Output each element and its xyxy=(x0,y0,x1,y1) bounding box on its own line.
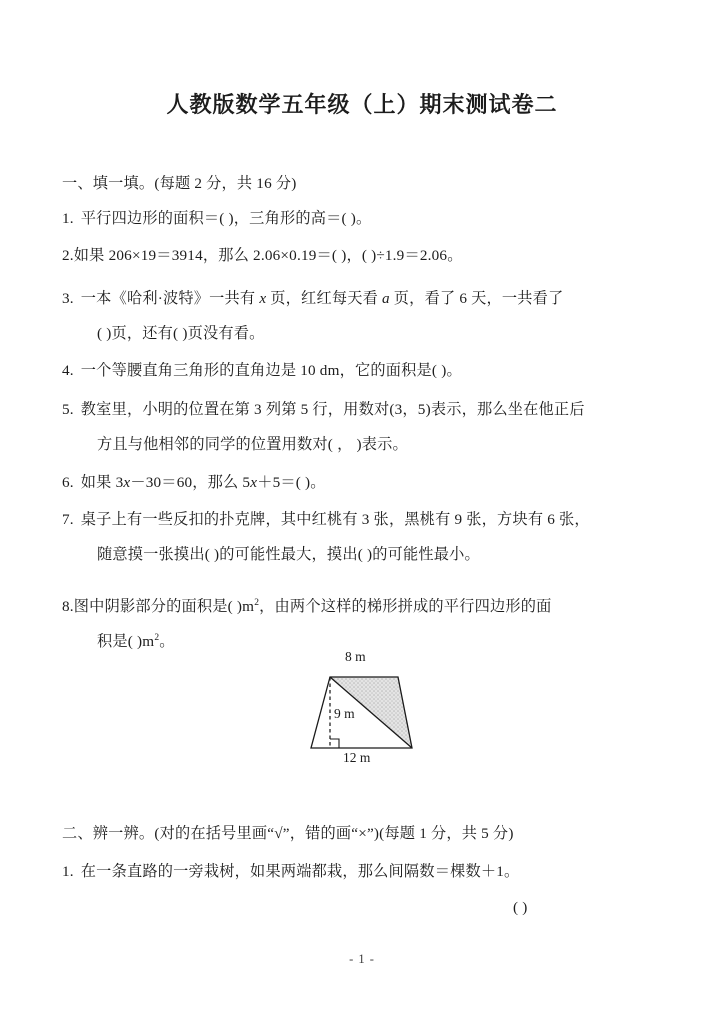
page-number-footer: - 1 - xyxy=(349,952,375,966)
question-6-number: 6. xyxy=(62,474,74,491)
question-3-line-2: ( )页，还有( )页没有看。 xyxy=(97,325,265,342)
question-7-number: 7. xyxy=(62,511,74,528)
question-8-text-d: 。 xyxy=(159,633,175,650)
question-7 xyxy=(62,510,590,530)
question-5-line-2: 方且与他相邻的同学的位置用数对( ， )表示。 xyxy=(97,436,408,453)
question-7-line-2: 随意摸一张摸出( )的可能性最大，摸出( )的可能性最小。 xyxy=(97,546,480,563)
page-title: 人教版数学五年级（上）期末测试卷二 xyxy=(166,92,558,117)
question-2 xyxy=(62,246,463,266)
section-two-heading: 二、辨一辨。(对的在括号里画“√”，错的画“×”)(每题 1 分，共 5 分) xyxy=(62,825,514,842)
question-3 xyxy=(62,289,563,309)
question-8 xyxy=(62,597,552,617)
question-8-number: 8. xyxy=(62,598,74,615)
section-two-question-1-text: 在一条直路的一旁栽树，如果两端都栽，那么间隔数＝棵数＋1。 xyxy=(80,863,520,880)
question-4-text: 一个等腰直角三角形的直角边是 10 dm，它的面积是( )。 xyxy=(80,362,462,379)
question-6-text-b: －30＝60，那么 5 xyxy=(130,474,251,491)
question-5 xyxy=(62,400,585,420)
question-8-text-a: 图中阴影部分的面积是( )m xyxy=(73,598,255,615)
question-3-variable-a: a xyxy=(382,290,390,307)
question-8-text-b: ，由两个这样的梯形拼成的平行四边形的面 xyxy=(259,598,552,615)
question-8-line-2 xyxy=(97,632,175,652)
question-6-variable-x1: x xyxy=(123,474,131,491)
question-8-superscript-2: 2 xyxy=(154,632,160,643)
question-8-superscript-1: 2 xyxy=(254,597,260,608)
question-1 xyxy=(62,209,371,229)
question-3-text-c: 页，看了 6 天，一共看了 xyxy=(389,290,564,307)
question-6 xyxy=(62,473,326,493)
question-3-text-b: 页，红红每天看 xyxy=(266,290,382,307)
question-6-text-a: 如果 3 xyxy=(80,474,124,491)
question-6-text-c: ＋5＝( )。 xyxy=(257,474,326,491)
trapezoid-figure xyxy=(285,650,445,770)
question-3-text-a: 一本《哈利·波特》一共有 xyxy=(80,290,260,307)
section-two-question-1 xyxy=(62,862,519,882)
question-4 xyxy=(62,361,462,381)
question-3-variable-x: x xyxy=(259,290,267,307)
question-7-text: 桌子上有一些反扣的扑克牌，其中红桃有 3 张，黑桃有 9 张，方块有 6 张， xyxy=(80,511,590,528)
question-2-number: 2. xyxy=(62,247,74,264)
question-5-text: 教室里，小明的位置在第 3 列第 5 行，用数对(3，5)表示，那么坐在他正后 xyxy=(80,401,585,418)
section-two-question-1-answer-slot[interactable]: ( ) xyxy=(513,899,528,916)
height-label: 9 m xyxy=(334,706,355,721)
question-6-variable-x2: x xyxy=(250,474,258,491)
question-4-number: 4. xyxy=(62,362,74,379)
top-side-label: 8 m xyxy=(345,649,366,664)
question-5-number: 5. xyxy=(62,401,74,418)
question-1-number: 1. xyxy=(62,210,74,227)
question-1-text: 平行四边形的面积＝( )，三角形的高＝( )。 xyxy=(80,210,372,227)
section-two-question-1-number: 1. xyxy=(62,863,74,880)
right-angle-marker xyxy=(330,739,339,748)
question-3-number: 3. xyxy=(62,290,74,307)
question-8-text-c: 积是( )m xyxy=(97,633,155,650)
section-one-heading: 一、填一填。(每题 2 分，共 16 分) xyxy=(62,175,297,192)
bottom-side-label: 12 m xyxy=(343,750,371,765)
question-2-text: 如果 206×19＝3914，那么 2.06×0.19＝( )，( )÷1.9＝2.06。 xyxy=(73,247,463,264)
